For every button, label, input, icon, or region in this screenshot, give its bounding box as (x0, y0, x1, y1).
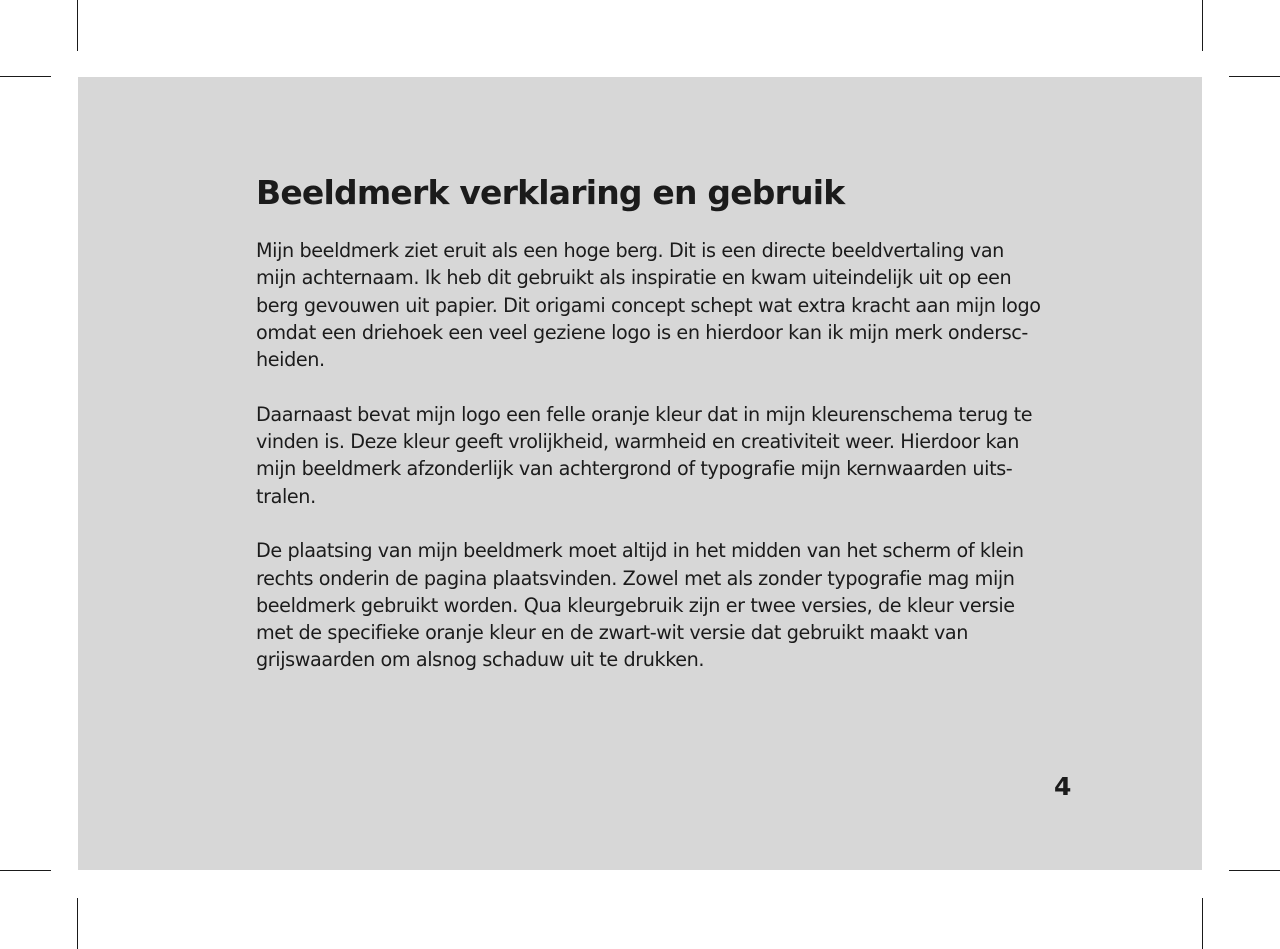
text-line: heiden. (256, 348, 325, 372)
text-line: tralen. (256, 484, 316, 508)
document-page (78, 77, 1202, 870)
text-line: Daarnaast bevat mijn logo een felle oranje kleur dat in mijn kleurenschema terug te (256, 402, 1033, 426)
crop-mark-bottom-left-horizontal (0, 870, 51, 871)
page-title: Beeldmerk verklaring en gebruik (256, 173, 845, 212)
crop-mark-bottom-right-horizontal (1229, 870, 1280, 871)
paragraph-logo-description (256, 237, 1096, 373)
crop-mark-top-left-horizontal (0, 76, 51, 77)
crop-mark-top-left-vertical (77, 0, 78, 51)
text-line: grijswaarden om alsnog schaduw uit te drukken. (256, 648, 705, 672)
text-line: omdat een driehoek een veel geziene logo is en hierdoor kan ik mijn merk ondersc- (256, 320, 1028, 344)
text-line: De plaatsing van mijn beeldmerk moet altijd in het midden van het scherm of klein (256, 539, 1024, 563)
text-line: beeldmerk gebruikt worden. Qua kleurgebruik zijn er twee versies, de kleur versie (256, 593, 1015, 617)
body-text (256, 237, 1096, 701)
crop-mark-top-right-vertical (1202, 0, 1203, 51)
text-line: Mijn beeldmerk ziet eruit als een hoge berg. Dit is een directe beeldvertaling van (256, 239, 1004, 262)
text-line: berg gevouwen uit papier. Dit origami concept schept wat extra kracht aan mijn logo (256, 293, 1041, 317)
crop-mark-bottom-left-vertical (77, 898, 78, 949)
text-line: mijn achternaam. Ik heb dit gebruikt als inspiratie en kwam uiteindelijk uit op een (256, 266, 1012, 290)
text-line: rechts onderin de pagina plaatsvinden. Zowel met als zonder typografie mag mijn (256, 566, 1015, 590)
paragraph-logo-color (256, 401, 1096, 510)
paragraph-logo-placement (256, 537, 1096, 673)
text-line: mijn beeldmerk afzonderlijk van achtergrond of typografie mijn kernwaarden uits- (256, 457, 1013, 481)
text-line: met de specifieke oranje kleur en de zwart-wit versie dat gebruikt maakt van (256, 621, 969, 645)
crop-mark-top-right-horizontal (1229, 76, 1280, 77)
page-number: 4 (1054, 772, 1072, 801)
text-line: vinden is. Deze kleur geeft vrolijkheid, warmheid en creativiteit weer. Hierdoor kan (256, 430, 1019, 454)
crop-mark-bottom-right-vertical (1202, 898, 1203, 949)
